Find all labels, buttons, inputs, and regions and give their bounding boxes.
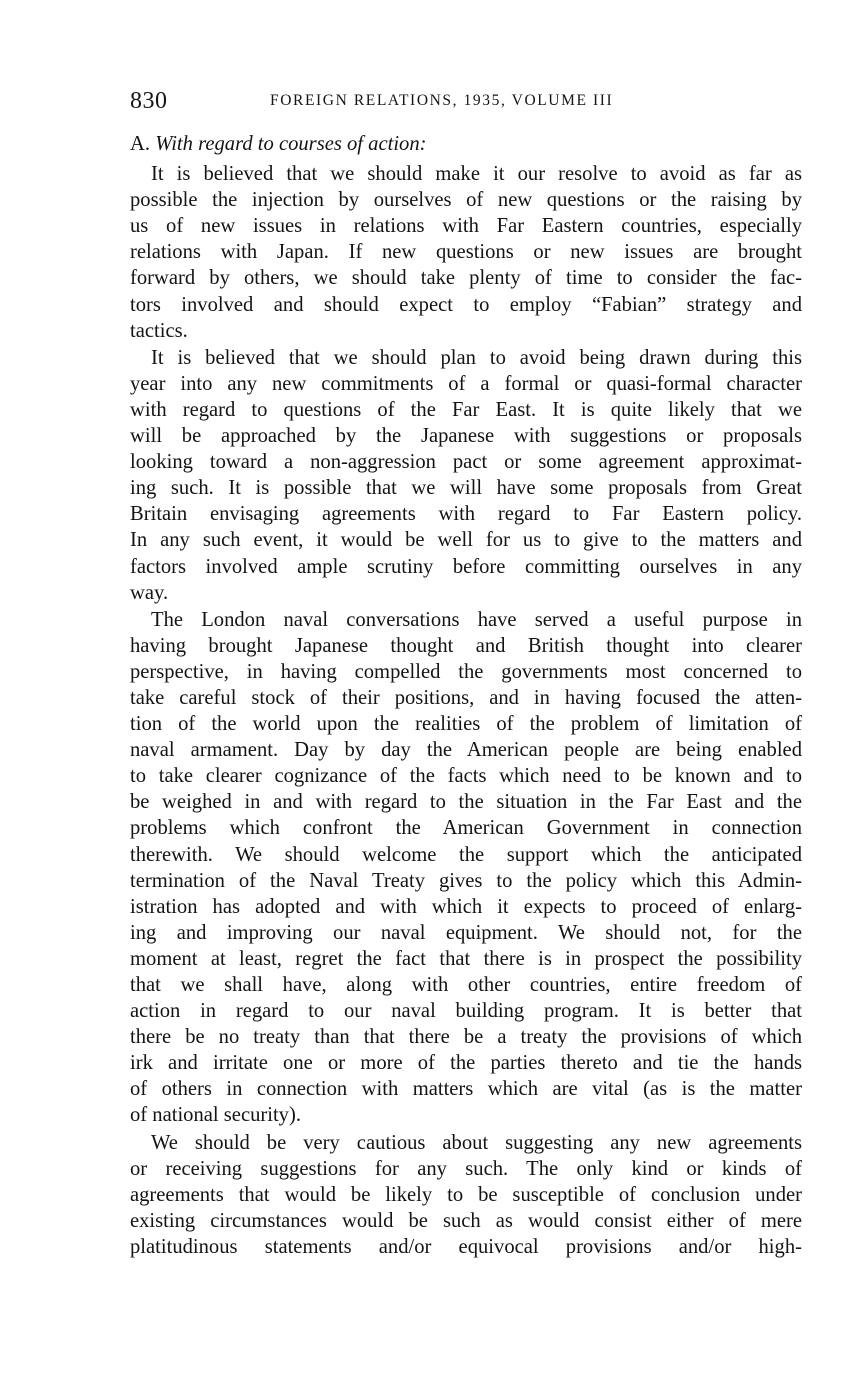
page-number: 830: [130, 88, 168, 114]
text-line: tactics.: [130, 319, 188, 342]
text-line: to take clearer cognizance of the facts which need to be known and to: [130, 765, 802, 788]
section-title: With regard to courses of action:: [155, 133, 427, 155]
text-line: agreements that would be likely to be susceptible of conclusion under: [130, 1183, 802, 1206]
text-line: It is believed that we should make it our resolve to avoid as far as: [151, 163, 802, 186]
text-line: will be approached by the Japanese with suggestions or proposals: [130, 425, 802, 448]
section-label: A.: [130, 133, 151, 155]
paragraph-4: [130, 1130, 802, 1260]
text-line: We should be very cautious about suggesting any new agreements: [151, 1131, 802, 1154]
text-line: It is believed that we should plan to avoid being drawn during this: [151, 346, 802, 369]
section-heading: [130, 131, 802, 157]
text-line: In any such event, it would be well for us to give to the matters and: [130, 529, 802, 552]
text-line: tion of the world upon the realities of the problem of limitation of: [130, 713, 802, 736]
text-line: that we shall have, along with other countries, entire freedom of: [130, 974, 802, 996]
paragraph-2: [130, 345, 802, 606]
running-title: FOREIGN RELATIONS, 1935, VOLUME III: [270, 92, 614, 109]
text-line: having brought Japanese thought and British thought into clearer: [130, 634, 802, 657]
text-line: existing circumstances would be such as would consist either of mere: [130, 1209, 802, 1232]
text-line: there be no treaty than that there be a treaty the provisions of which: [130, 1026, 802, 1049]
text-line: problems which confront the American Government in connection: [130, 817, 802, 840]
text-line: year into any new commitments of a formal or quasi-formal character: [130, 372, 802, 395]
text-line: istration has adopted and with which it expects to proceed of enlarg-: [130, 895, 802, 918]
text-line: action in regard to our naval building program. It is better that: [130, 1000, 802, 1023]
text-line: ing and improving our naval equipment. We should not, for the: [130, 921, 802, 944]
text-line: irk and irritate one or more of the parties thereto and tie the hands: [130, 1052, 802, 1075]
text-line: way.: [130, 581, 169, 604]
text-line: forward by others, we should take plenty of time to consider the fac-: [130, 267, 802, 290]
text-line: relations with Japan. If new questions or new issues are brought: [130, 241, 802, 264]
paragraph-1: [130, 161, 802, 344]
text-line: therewith. We should welcome the support which the anticipated: [130, 843, 802, 866]
text-line: us of new issues in relations with Far Eastern countries, especially: [130, 215, 802, 238]
text-line: of national security).: [130, 1104, 301, 1127]
text-line: termination of the Naval Treaty gives to the policy which this Admin-: [130, 869, 802, 892]
text-line: platitudinous statements and/or equivocal provisions and/or high-: [130, 1235, 802, 1258]
paragraph-3: [130, 607, 802, 1129]
text-line: moment at least, regret the fact that there is in prospect the possibility: [130, 947, 802, 970]
text-line: Britain envisaging agreements with regard to Far Eastern policy.: [130, 503, 802, 526]
text-line: tors involved and should expect to employ “Fabian” strategy and: [130, 293, 802, 316]
text-line: The London naval conversations have served a useful purpose in: [151, 608, 802, 631]
text-line: factors involved ample scrutiny before committing ourselves in any: [130, 555, 802, 578]
text-line: naval armament. Day by day the American people are being enabled: [130, 739, 802, 762]
text-line: with regard to questions of the Far East. It is quite likely that we: [130, 398, 802, 421]
text-line: of others in connection with matters which are vital (as is the matter: [130, 1078, 802, 1101]
text-line: perspective, in having compelled the governments most concerned to: [130, 660, 802, 683]
text-line: possible the injection by ourselves of new questions or the raising by: [130, 189, 802, 212]
running-head: [130, 84, 802, 118]
text-line: ing such. It is possible that we will have some proposals from Great: [130, 477, 802, 500]
body-text: [130, 131, 802, 1261]
text-line: or receiving suggestions for any such. The only kind or kinds of: [130, 1157, 802, 1180]
text-line: looking toward a non-aggression pact or some agreement approximat-: [130, 451, 802, 474]
text-line: be weighed in and with regard to the situation in the Far East and the: [130, 791, 802, 814]
text-line: take careful stock of their positions, and in having focused the atten-: [130, 686, 802, 709]
